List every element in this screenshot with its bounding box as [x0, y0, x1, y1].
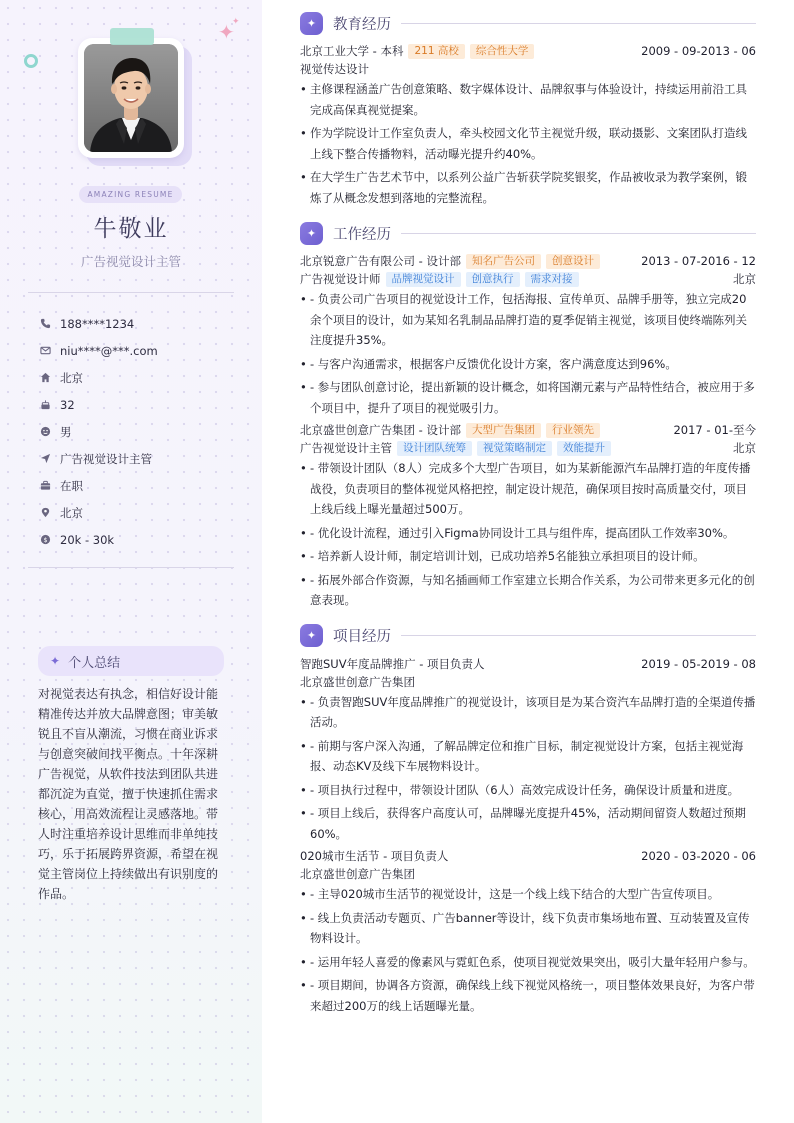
info-target-city — [40, 499, 240, 526]
education-header-row — [300, 42, 756, 60]
divider — [28, 292, 234, 293]
role-tag: 创意执行 — [466, 272, 520, 287]
info-value: niu****@***.com — [60, 343, 158, 358]
photo-frame — [78, 38, 184, 158]
bullet-item: • - 项目期间，协调各方资源，确保线上线下视觉风格统一，项目整体效果良好，为客户带来超过200万的线上话题曝光量。 — [300, 975, 756, 1016]
resume-badge: AMAZING RESUME — [79, 186, 182, 203]
job-period: 2013 - 07-2016 - 12 — [641, 254, 756, 268]
info-age — [40, 391, 240, 418]
job-city: 北京 — [733, 272, 756, 286]
company-tag: 大型广告集团 — [466, 423, 541, 438]
sparkle-icon: ✦ — [50, 654, 61, 668]
project-entry — [300, 847, 756, 1016]
info-value: 男 — [60, 424, 72, 439]
salary-icon — [40, 534, 60, 545]
job-role: 广告视觉设计主管 — [300, 441, 392, 455]
bullet-item: • - 负责智跑SUV年度品牌推广的视觉设计，该项目是为某合资汽车品牌打造的全渠道传播活动。 — [300, 692, 756, 733]
project-org: 北京盛世创意广告集团 — [300, 674, 415, 689]
candidate-title: 广告视觉设计主管 — [80, 254, 181, 269]
info-salary — [40, 526, 240, 553]
info-phone — [40, 310, 240, 337]
project-bullets — [300, 692, 756, 845]
education-section — [300, 10, 756, 208]
project-org-row — [300, 673, 756, 691]
project-header-row — [300, 655, 756, 673]
info-value: 北京 — [60, 370, 83, 385]
job-entry — [300, 252, 756, 418]
sparkle-decoration-icon: ✦ ✦ — [218, 17, 240, 44]
sidebar — [0, 0, 262, 1123]
bullet-item: • - 运用年轻人喜爱的像素风与霓虹色系，使项目视觉效果突出，吸引大量年轻用户参与。 — [300, 952, 756, 973]
phone-icon — [40, 318, 60, 329]
project-org: 北京盛世创意广告集团 — [300, 867, 415, 881]
photo-tape — [110, 28, 154, 45]
summary-heading-label: 个人总结 — [68, 655, 121, 671]
bullet-item: • - 项目上线后，获得客户高度认可，品牌曝光度提升45%，活动期间留资人数超过预期60%。 — [300, 803, 756, 844]
company-name: 北京锐意广告有限公司 - 设计部 — [300, 254, 461, 268]
bullet-item: • - 与客户沟通需求，根据客户反馈优化设计方案，客户满意度达到96%。 — [300, 354, 756, 375]
avatar — [84, 44, 178, 152]
info-value: 北京 — [60, 505, 83, 520]
send-icon — [40, 453, 60, 464]
company-tag: 知名广告公司 — [466, 254, 541, 269]
bullet-item: • 作为学院设计工作室负责人，牵头校园文化节主视觉升级，联动摄影、文案团队打造线上线下整合传播物料，活动曝光提升约40%。 — [300, 123, 756, 164]
job-role-row — [300, 439, 756, 457]
info-value: 20k - 30k — [60, 532, 115, 547]
education-bullets — [300, 79, 756, 208]
info-hometown — [40, 364, 240, 391]
info-target-position — [40, 445, 240, 472]
section-title: 项目经历 — [333, 629, 391, 645]
info-value: 188****1234 — [60, 316, 135, 331]
role-tag: 品牌视觉设计 — [386, 272, 461, 287]
project-period: 2020 - 03-2020 - 06 — [641, 849, 756, 863]
projects-section — [300, 623, 756, 1017]
section-header — [300, 10, 756, 36]
info-value: 广告视觉设计主管 — [60, 451, 152, 466]
bullet-item: • - 拓展外部合作资源，与知名插画师工作室建立长期合作关系，为公司带来更多元化的创意表现。 — [300, 570, 756, 611]
section-rule — [401, 635, 756, 636]
cake-icon — [40, 399, 60, 410]
job-bullets — [300, 289, 756, 418]
project-header-row — [300, 847, 756, 865]
school-name: 北京工业大学 - 本科 — [300, 44, 404, 58]
contact-info-list — [40, 310, 240, 553]
job-bullets — [300, 458, 756, 611]
bullet-item: • - 线上负责活动专题页、广告banner等设计，线下负责市集场地布置、互动装置及宣传物料设计。 — [300, 908, 756, 949]
project-name: 020城市生活节 - 项目负责人 — [300, 849, 449, 863]
mail-icon — [40, 345, 60, 356]
section-rule — [401, 233, 756, 234]
sparkle-icon: ✦ — [300, 624, 323, 647]
bullet-item: • - 参与团队创意讨论，提出新颖的设计概念，如将国潮元素与产品特性结合，被应用于多个项目中，提升了项目的视觉吸引力。 — [300, 377, 756, 418]
school-tag: 211 高校 — [408, 44, 464, 59]
main-content — [300, 10, 756, 1028]
project-org-row — [300, 865, 756, 883]
info-status — [40, 472, 240, 499]
section-header — [300, 220, 756, 246]
job-header-row — [300, 252, 756, 270]
bullet-item: • 在大学生广告艺术节中，以系列公益广告斩获学院奖银奖，作品被收录为教学案例，锻炼了从概念发想到落地的完整流程。 — [300, 167, 756, 208]
major: 视觉传达设计 — [300, 62, 369, 76]
project-name: 智跑SUV年度品牌推广 - 项目负责人 — [300, 656, 485, 671]
job-role-row — [300, 270, 756, 288]
summary-heading — [38, 646, 224, 676]
job-role: 广告视觉设计师 — [300, 272, 381, 286]
bullet-item: • - 负责公司广告项目的视觉设计工作，包括海报、宣传单页、品牌手册等，独立完成20余个项目的设计，如为某知名乳制品品牌打造的夏季促销主视觉，该项目使终端陈列关注度提升35%。 — [300, 289, 756, 351]
bullet-item: • - 主导020城市生活节的视觉设计，这是一个线上线下结合的大型广告宣传项目。 — [300, 884, 756, 905]
bullet-item: • 主修课程涵盖广告创意策略、数字媒体设计、品牌叙事与体验设计，持续运用前沿工具完成高保真视觉提案。 — [300, 79, 756, 120]
education-major-row — [300, 60, 756, 78]
bullet-item: • - 优化设计流程，通过引入Figma协同设计工具与组件库，提高团队工作效率30%。 — [300, 523, 756, 544]
project-bullets — [300, 884, 756, 1016]
location-pin-icon — [40, 507, 60, 518]
info-value: 32 — [60, 397, 75, 412]
section-title: 教育经历 — [333, 16, 391, 33]
role-tag: 视觉策略制定 — [477, 441, 552, 456]
candidate-name: 牛敬业 — [93, 216, 169, 242]
role-tag: 效能提升 — [557, 441, 611, 456]
job-city: 北京 — [733, 441, 756, 455]
company-name: 北京盛世创意广告集团 - 设计部 — [300, 423, 461, 437]
job-period: 2017 - 01-至今 — [673, 423, 756, 437]
briefcase-icon — [40, 480, 60, 491]
education-period: 2009 - 09-2013 - 06 — [641, 44, 756, 58]
svg-text:$: $ — [43, 535, 48, 544]
bullet-item: • - 带领设计团队（8人）完成多个大型广告项目，如为某新能源汽车品牌打造的年度传播战役，负责项目的整体视觉风格把控，制定设计规范，确保项目按时高质量交付，项目上线后线上曝光量超过500万。 — [300, 458, 756, 520]
school-tag: 综合性大学 — [470, 44, 535, 59]
section-rule — [401, 23, 756, 24]
sparkle-icon: ✦ — [300, 12, 323, 35]
project-period: 2019 - 05-2019 - 08 — [641, 656, 756, 671]
job-header-row — [300, 421, 756, 439]
project-entry — [300, 655, 756, 845]
section-header — [300, 623, 756, 649]
sparkle-icon: ✦ — [300, 222, 323, 245]
role-tag: 设计团队统筹 — [397, 441, 472, 456]
divider — [28, 567, 234, 568]
role-tag: 需求对接 — [525, 272, 579, 287]
job-entry — [300, 421, 756, 611]
work-section — [300, 220, 756, 611]
info-email — [40, 337, 240, 364]
bullet-item: • - 项目执行过程中，带领设计团队（6人）高效完成设计任务，确保设计质量和进度。 — [300, 780, 756, 801]
section-title: 工作经历 — [333, 226, 391, 243]
portrait-illustration — [84, 44, 178, 152]
home-icon — [40, 372, 60, 383]
bullet-item: • - 培养新人设计师，制定培训计划，已成功培养5名能独立承担项目的设计师。 — [300, 546, 756, 567]
bullet-item: • - 前期与客户深入沟通，了解品牌定位和推广目标，制定视觉设计方案，包括主视觉海报、动态KV及线下车展物料设计。 — [300, 736, 756, 777]
company-tag: 行业领先 — [546, 423, 600, 438]
profile-photo-card — [78, 38, 188, 162]
gender-icon — [40, 426, 60, 437]
summary-text: 对视觉表达有执念，相信好设计能精准传达并放大品牌意图；审美敏锐且不盲从潮流，习惯在商业诉求与创意突破间找平衡点。十年深耕广告视觉，从软件技法到团队共进都沉淀为直觉，擅于快速抓住需求核心，用高效流程让灵感落地。带人时注重培养设计思维而非单纯技巧，乐于拓展跨界资源，希望在视觉主管岗位上持续做出有识别度的作品。 — [38, 687, 219, 901]
info-gender — [40, 418, 240, 445]
info-value: 在职 — [60, 478, 83, 493]
company-tag: 创意设计 — [546, 254, 600, 269]
ring-decoration — [24, 54, 38, 68]
